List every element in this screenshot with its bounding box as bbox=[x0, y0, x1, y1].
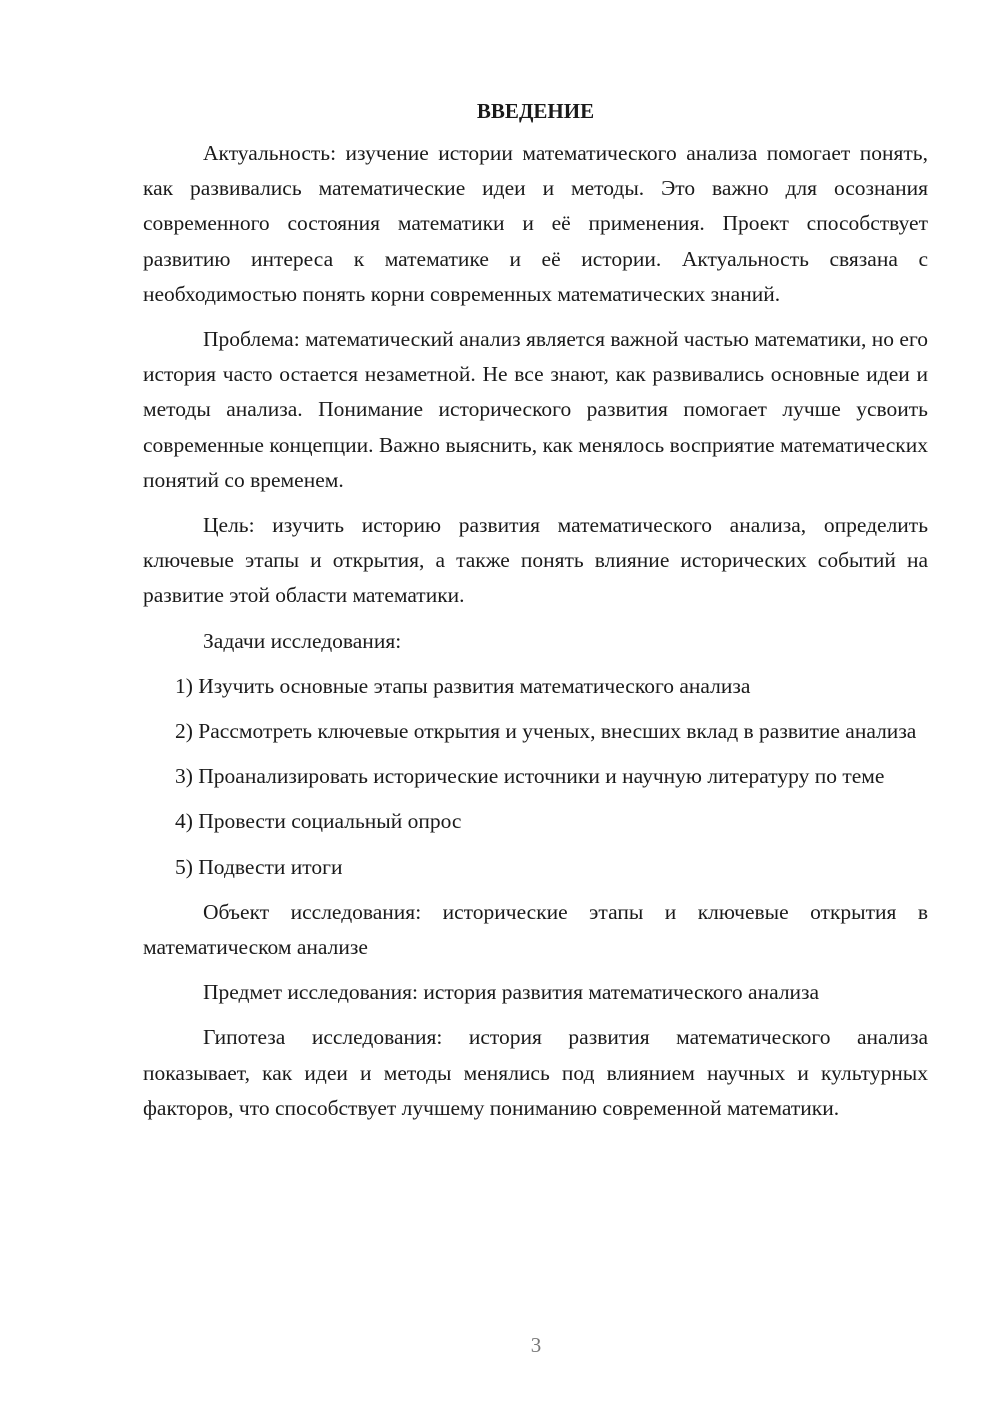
paragraph-goal: Цель: изучить историю развития математического анализа, определить ключевые этапы и открытия, а также понять влияние исторических событий на развитие этой области математики. bbox=[143, 513, 928, 608]
task-item-3: 3) Проанализировать исторические источники и научную литературу по теме bbox=[175, 764, 885, 789]
paragraph-hypothesis: Гипотеза исследования: история развития математического анализа показывает, как идеи и методы менялись под влиянием научных и культурных факторов, что способствует лучшему пониманию современной математики. bbox=[143, 1025, 928, 1120]
paragraph-problem: Проблема: математический анализ является важной частью математики, но его история часто остается незаметной. Не все знают, как развивались основные идеи и методы анализа. Понимание исторического развития помогает лучше усвоить современные концепции. Важно выяснить, как менялось восприятие математических понятий со временем. bbox=[143, 327, 928, 492]
page-number: 3 bbox=[530, 1333, 542, 1357]
page-title: ВВЕДЕНИЕ bbox=[476, 99, 595, 123]
paragraph-relevance: Актуальность: изучение истории математического анализа помогает понять, как развивались математические идеи и методы. Это важно для осознания современного состояния математики и её применения. Проект способствует развитию интереса к математике и её истории. Актуальность связана с необходимостью понять корни современных математических знаний. bbox=[143, 141, 928, 306]
paragraph-object: Объект исследования: исторические этапы и ключевые открытия в математическом анализе bbox=[143, 899, 928, 960]
task-item-4: 4) Провести социальный опрос bbox=[175, 809, 462, 834]
paragraph-tasks-heading: Задачи исследования: bbox=[203, 628, 402, 653]
paragraph-subject: Предмет исследования: история развития математического анализа bbox=[203, 980, 820, 1005]
task-item-2: 2) Рассмотреть ключевые открытия и ученых, внесших вклад в развитие анализа bbox=[175, 719, 917, 744]
task-item-1: 1) Изучить основные этапы развития математического анализа bbox=[175, 673, 751, 698]
document-page bbox=[143, 96, 928, 1126]
task-item-5: 5) Подвести итоги bbox=[175, 854, 343, 879]
